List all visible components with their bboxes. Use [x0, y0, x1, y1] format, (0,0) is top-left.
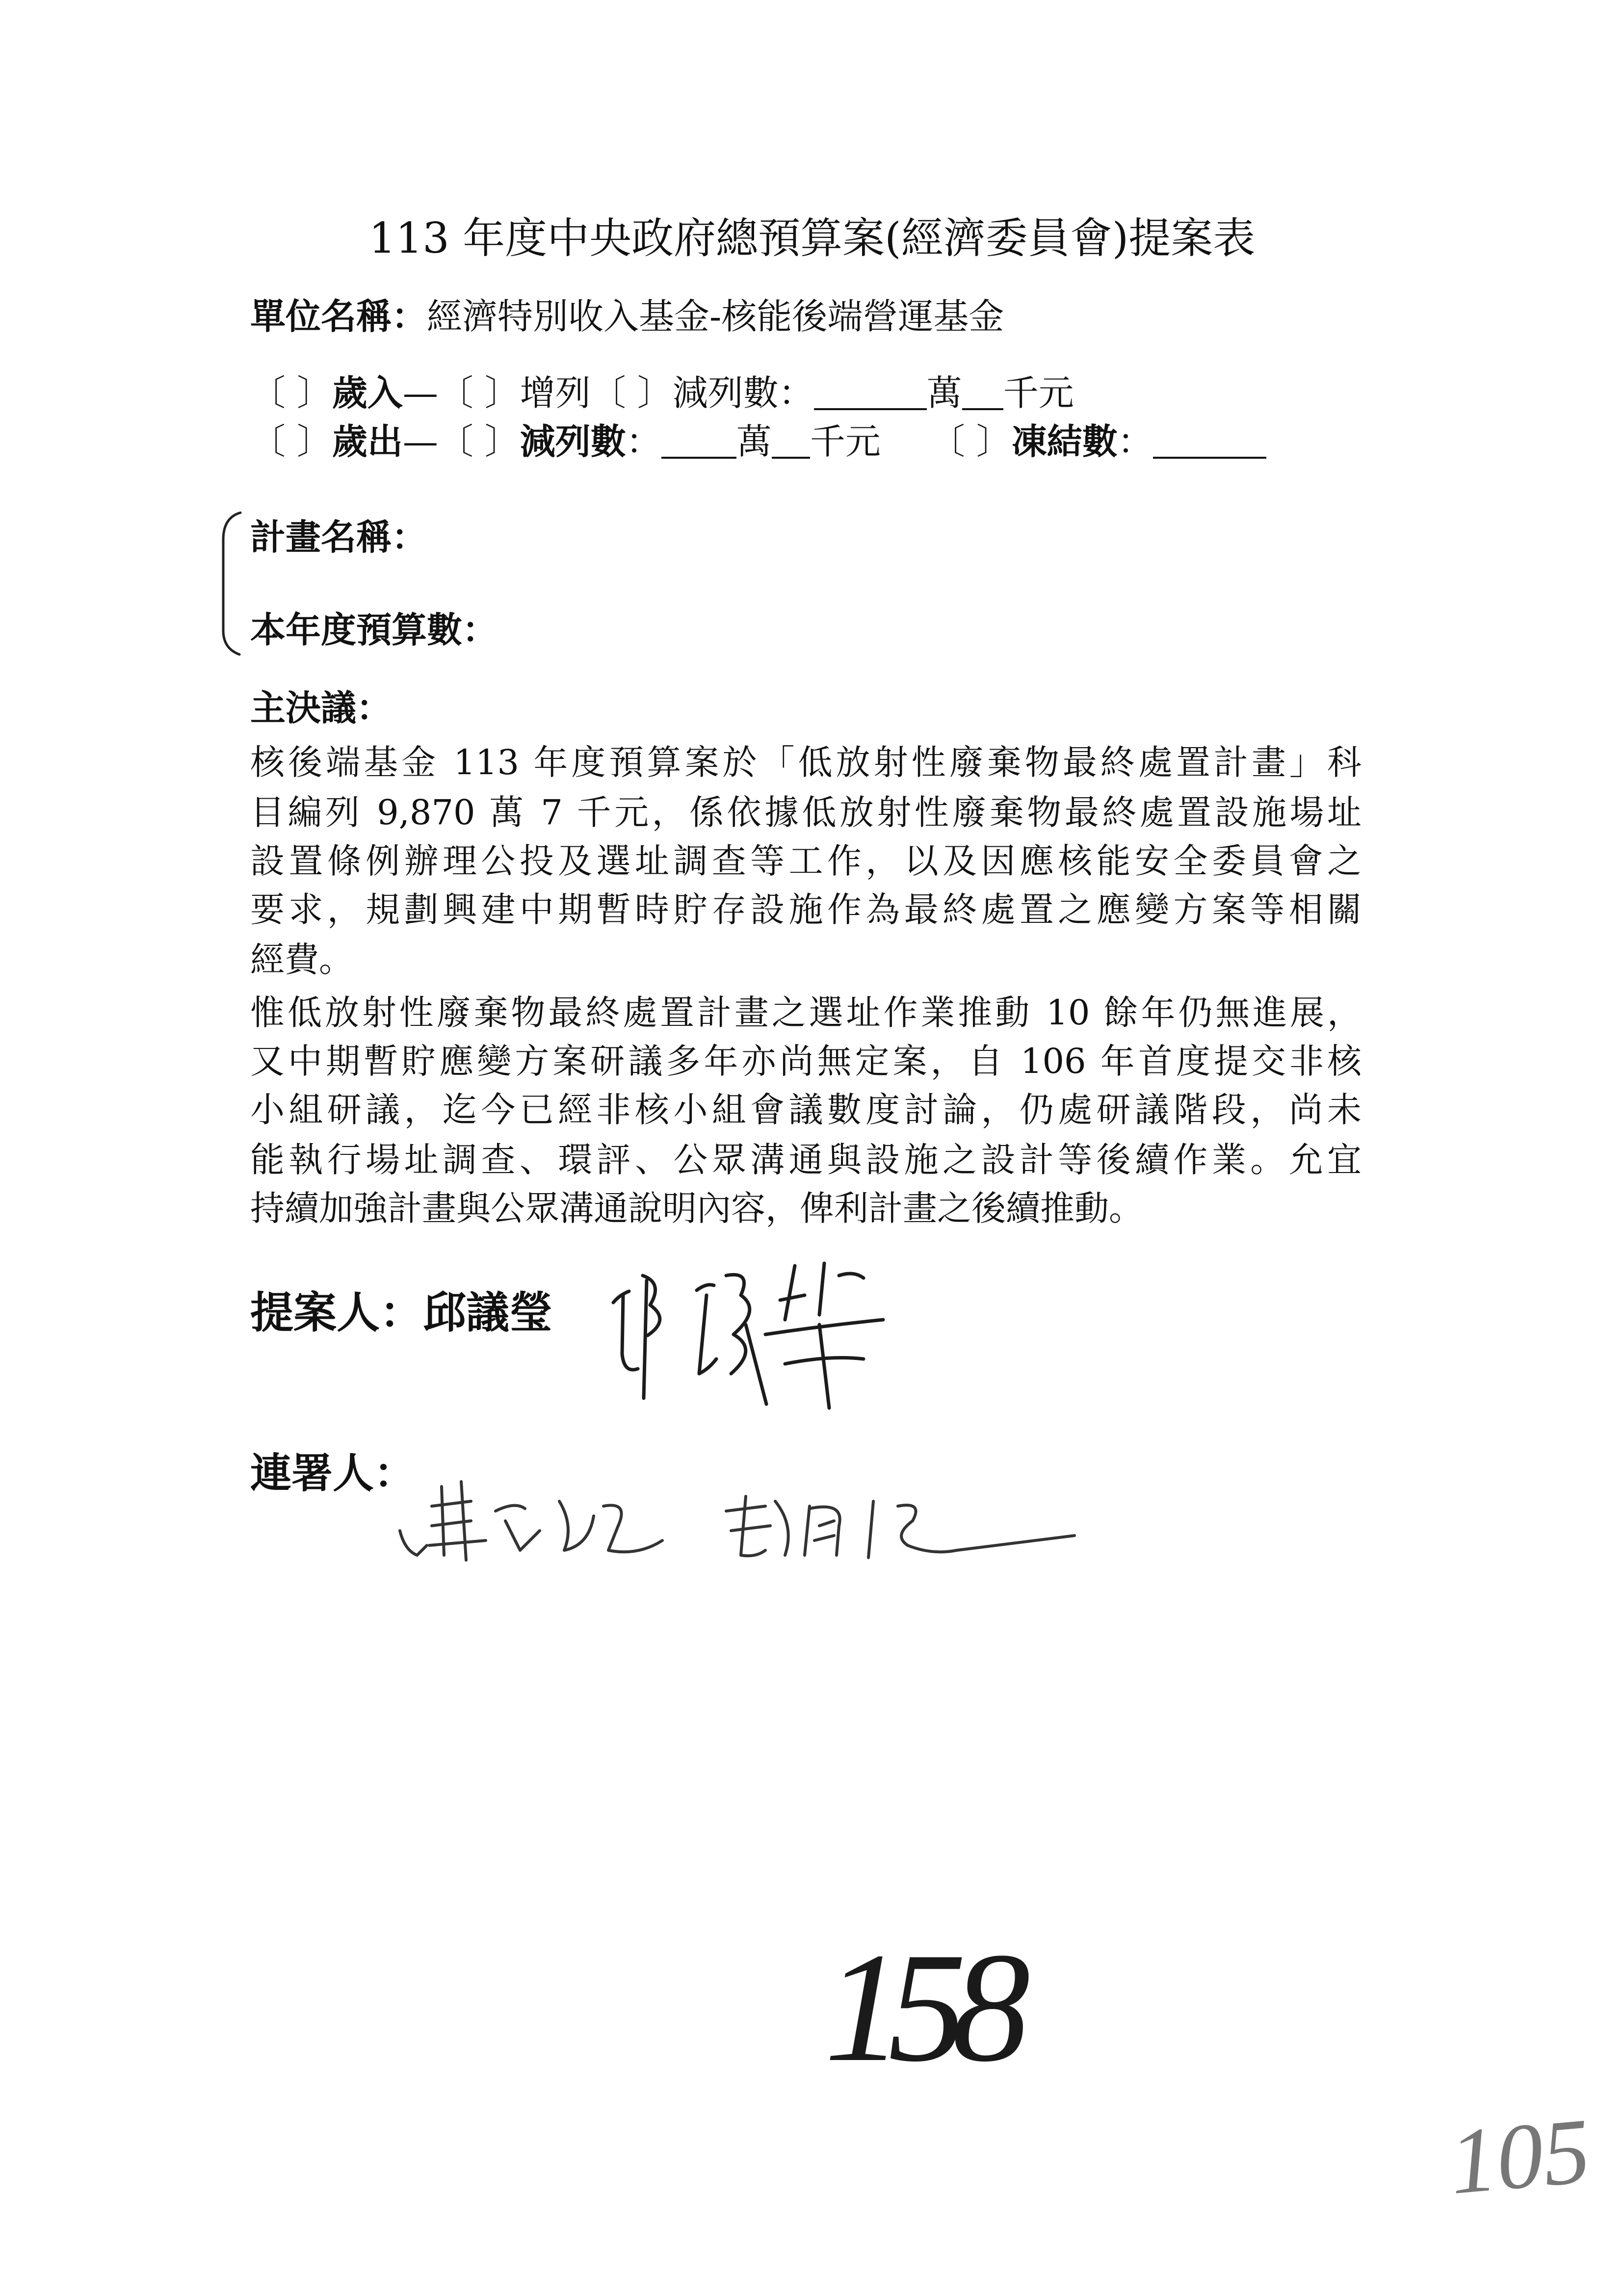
colon: ： — [1117, 421, 1153, 462]
revenue-checkbox: 〔 〕 — [250, 372, 332, 414]
freeze-amount-blank — [1153, 427, 1266, 459]
proposer-name: 邱議瑩 — [423, 1287, 553, 1338]
resolution-line: 核後端基金 113 年度預算案於「低放射性廢棄物最終處置計畫」科 — [250, 742, 1362, 783]
expense-checkbox: 〔 〕 — [250, 421, 332, 462]
increase-label: 增列 — [520, 372, 591, 414]
cosigner-signature-1 — [400, 1482, 662, 1560]
amount-wan-blank — [661, 427, 736, 459]
handwritten-corner-number: 105 — [1445, 2099, 1594, 2215]
resolution-line: 目編列 9,870 萬 7 千元，係依據低放射性廢棄物最終處置設施場址 — [250, 792, 1362, 833]
decrease-label: 減列數 — [520, 421, 626, 462]
document-title: 113 年度中央政府總預算案(經濟委員會)提案表 — [368, 214, 1256, 263]
freeze-label: 凍結數 — [1011, 421, 1118, 462]
qian-unit: 千元 — [810, 421, 881, 462]
resolution-line: 又中期暫貯應變方案研議多年亦尚無定案，自 106 年首度提交非核 — [250, 1041, 1362, 1081]
resolution-line: 小組研議，迄今已經非核小組會議數度討論，仍處研議階段，尚未 — [250, 1090, 1362, 1130]
resolution-line: 能執行場址調查、環評、公眾溝通與設施之設計等後續作業。允宜 — [250, 1140, 1362, 1180]
budget-amount-label: 本年度預算數： — [250, 609, 498, 651]
expense-label: 歲出 — [332, 421, 403, 462]
decrease-label: 減列數： — [672, 372, 814, 414]
colon: ： — [626, 421, 661, 462]
wan-unit: 萬 — [926, 372, 962, 414]
resolution-line: 持續加強計畫與公眾溝通說明內容，俾利計畫之後續推動。 — [250, 1188, 1143, 1228]
amount-wan-blank — [814, 379, 927, 410]
unit-line — [250, 294, 1004, 339]
cosigner-signature-2 — [726, 1496, 1074, 1558]
plan-name-label: 計畫名稱： — [250, 517, 427, 558]
resolution-heading: 主決議： — [250, 687, 392, 729]
freeze-checkbox: 〔 〕 — [929, 421, 1012, 462]
dash: — — [402, 372, 438, 414]
amount-qian-blank — [772, 427, 810, 459]
dash: — — [402, 421, 438, 462]
handwritten-page-number: 158 — [824, 1921, 1016, 2094]
revenue-label: 歲入 — [332, 372, 403, 414]
unit-label: 單位名稱： — [250, 296, 427, 337]
proposer-label: 提案人： — [250, 1287, 423, 1338]
resolution-line: 要求，規劃興建中期暫時貯存設施作為最終處置之應變方案等相關 — [250, 889, 1362, 930]
resolution-line: 經費。 — [250, 939, 353, 980]
decrease-checkbox: 〔 〕 — [438, 421, 520, 462]
left-brace — [223, 513, 240, 654]
qian-unit: 千元 — [1003, 372, 1074, 414]
expense-line — [250, 419, 1266, 464]
amount-qian-blank — [962, 379, 1003, 410]
proposer-line — [250, 1286, 552, 1340]
decrease-checkbox: 〔 〕 — [590, 372, 673, 414]
resolution-line: 惟低放射性廢棄物最終處置計畫之選址作業推動 10 餘年仍無進展， — [250, 992, 1362, 1033]
proposer-signature — [613, 1263, 883, 1408]
revenue-line — [250, 371, 1074, 415]
unit-value: 經濟特別收入基金-核能後端營運基金 — [427, 296, 1004, 337]
increase-checkbox: 〔 〕 — [438, 372, 520, 414]
cosigner-label: 連署人： — [250, 1449, 416, 1497]
resolution-line: 設置條例辦理公投及選址調查等工作，以及因應核能安全委員會之 — [250, 841, 1362, 881]
wan-unit: 萬 — [736, 421, 772, 462]
